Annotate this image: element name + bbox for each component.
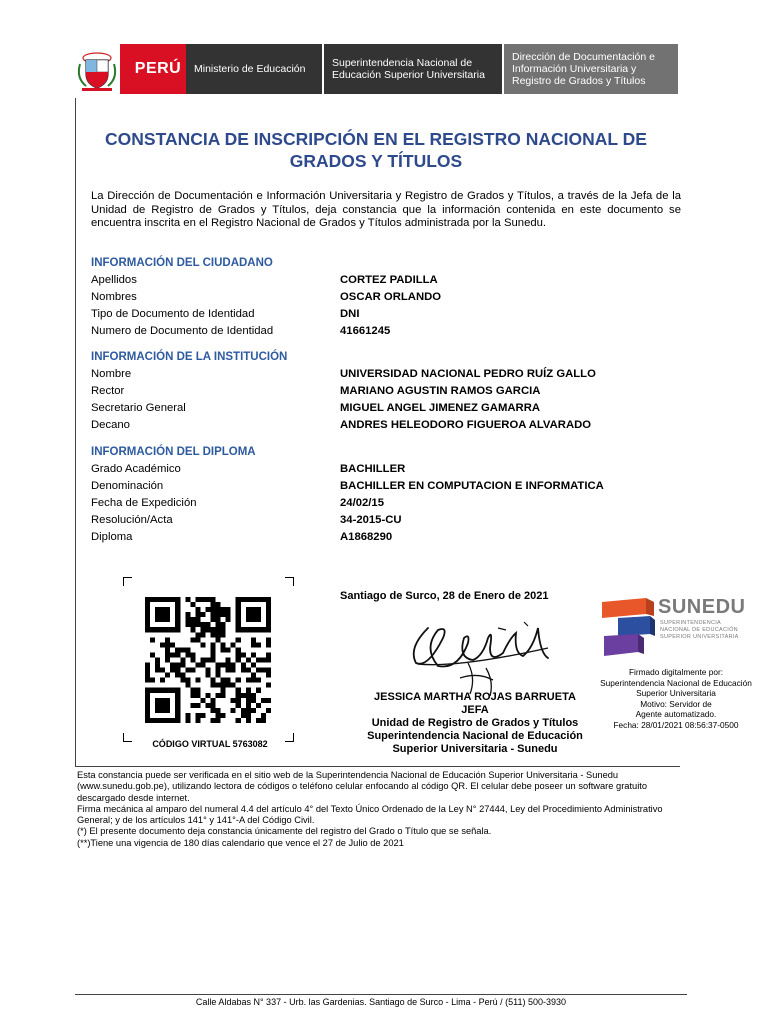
- sunedu-logo: [598, 592, 758, 662]
- frame-left-line: [75, 98, 76, 766]
- document-title: CONSTANCIA DE INSCRIPCIÓN EN EL REGISTRO NACIONAL DE GRADOS Y TÍTULOS: [105, 129, 647, 171]
- info-row: [91, 480, 651, 497]
- row-value: ANDRES HELEODORO FIGUEROA ALVARADO: [340, 419, 592, 431]
- info-row: [91, 497, 651, 514]
- peru-label: PERÚ: [130, 44, 186, 94]
- digital-signature-block: Firmado digitalmente por: Superintendencia Nacional de Educación Superior Universitaria Motivo: Servidor de Agente automatizado. Fecha: 28/01/2021 08:56:37-0500: [600, 667, 752, 730]
- row-label: Rector: [91, 385, 125, 397]
- info-row: [91, 402, 651, 419]
- row-label: Apellidos: [91, 274, 137, 286]
- info-row: [91, 463, 651, 480]
- signer-agency-2: Superior Universitaria - Sunedu: [392, 743, 558, 755]
- row-label: Decano: [91, 419, 130, 431]
- info-row: [91, 274, 651, 291]
- row-label: Tipo de Documento de Identidad: [91, 308, 255, 320]
- row-label: Denominación: [91, 480, 164, 492]
- signer-role: JEFA: [461, 704, 489, 716]
- handwritten-signature-icon: [398, 608, 558, 696]
- coat-of-arms-icon: [74, 44, 120, 94]
- row-value: CORTEZ PADILLA: [340, 274, 438, 286]
- info-row: [91, 514, 651, 531]
- info-row: [91, 385, 651, 402]
- diploma-section-title: INFORMACIÓN DEL DIPLOMA: [91, 446, 256, 458]
- signer-block: [340, 691, 610, 756]
- row-value: BACHILLER EN COMPUTACION E INFORMATICA: [340, 480, 604, 492]
- signer-name: JESSICA MARTHA ROJAS BARRUETA: [374, 691, 576, 703]
- citizen-section-title: INFORMACIÓN DEL CIUDADANO: [91, 257, 273, 269]
- ministry-label: Ministerio de Educación: [186, 44, 322, 94]
- row-label: Nombre: [91, 368, 132, 380]
- row-value: BACHILLER: [340, 463, 406, 475]
- virtual-code-label: CÓDIGO VIRTUAL 5763082: [152, 739, 268, 749]
- row-value: 41661245: [340, 325, 391, 337]
- place-date: Santiago de Surco, 28 de Enero de 2021: [340, 590, 549, 602]
- row-value: UNIVERSIDAD NACIONAL PEDRO RUÍZ GALLO: [340, 368, 596, 380]
- note-item: (*) El presente documento deja constancia únicamente del registro del Grado o Título que se señala.: [77, 826, 492, 837]
- row-label: Nombres: [91, 291, 137, 303]
- info-row: [91, 308, 651, 325]
- verification-notes: [77, 770, 687, 849]
- directorate-label: Dirección de Documentación e Información Universitaria y Registro de Grados y Títulos: [504, 44, 678, 94]
- info-row: [91, 419, 651, 436]
- row-label: Diploma: [91, 531, 133, 543]
- sunedu-cubes-icon: [598, 594, 656, 660]
- sunedu-tagline: SUPERINTENDENCIA NACIONAL DE EDUCACIÓN SUPERIOR UNIVERSITARIA: [660, 620, 739, 640]
- info-row: [91, 325, 651, 342]
- info-row: [91, 531, 651, 548]
- note-item: Esta constancia puede ser verificada en el sitio web de la Superintendencia Nacional de Educación Superior Universitaria - Sunedu (www.sunedu.gob.pe), utilizando lectora de códigos o teléfono celular enfocando al código QR. El celular debe poseer un software gratuito descargado desde internet.: [77, 770, 648, 803]
- signer-agency-1: Superintendencia Nacional de Educación: [367, 730, 583, 742]
- row-value: 34-2015-CU: [340, 514, 402, 526]
- note-item: (**)Tiene una vigencia de 180 días calendario que vence el 27 de Julio de 2021: [77, 837, 404, 848]
- qr-frame: [123, 577, 294, 742]
- row-label: Resolución/Acta: [91, 514, 173, 526]
- row-label: Numero de Documento de Identidad: [91, 325, 274, 337]
- sunedu-word: SUNEDU: [658, 596, 746, 618]
- signer-unit: Unidad de Registro de Grados y Títulos: [371, 717, 579, 729]
- agency-label: Superintendencia Nacional de Educación Superior Universitaria: [324, 44, 502, 94]
- row-value: A1868290: [340, 531, 393, 543]
- row-label: Grado Académico: [91, 463, 181, 475]
- frame-bottom-line: [75, 766, 680, 767]
- info-row: [91, 291, 651, 308]
- row-value: DNI: [340, 308, 360, 320]
- row-value: 24/02/15: [340, 497, 384, 509]
- row-value: MARIANO AGUSTIN RAMOS GARCIA: [340, 385, 541, 397]
- row-value: MIGUEL ANGEL JIMENEZ GAMARRA: [340, 402, 541, 414]
- note-item: Firma mecánica al amparo del numeral 4.4 del artículo 4° del Texto Único Ordenado de la Ley N° 27444, Ley del Procedimiento Administrativo General; y de los artículos 141° y 141°-A del Código Civil.: [77, 803, 663, 826]
- row-label: Secretario General: [91, 402, 186, 414]
- row-value: OSCAR ORLANDO: [340, 291, 442, 303]
- qr-code-icon[interactable]: [145, 597, 271, 723]
- footer-divider: [75, 994, 687, 995]
- footer-address: Calle Aldabas N° 337 - Urb. las Gardenias. Santiago de Surco - Lima - Perú / (511) 500-3930: [195, 997, 567, 1007]
- institution-section-title: INFORMACIÓN DE LA INSTITUCIÓN: [91, 351, 288, 363]
- row-label: Fecha de Expedición: [91, 497, 197, 509]
- header-bar: [74, 44, 678, 94]
- info-row: [91, 368, 651, 385]
- intro-paragraph: La Dirección de Documentación e Información Universitaria y Registro de Grados y Títulos, a través de la Jefa de la Unidad de Registro de Grados y Títulos, deja constancia que la información contenida en este documento se encuentra inscrita en el Registro Nacional de Grados y Títulos administrada por la Sunedu.: [91, 190, 681, 229]
